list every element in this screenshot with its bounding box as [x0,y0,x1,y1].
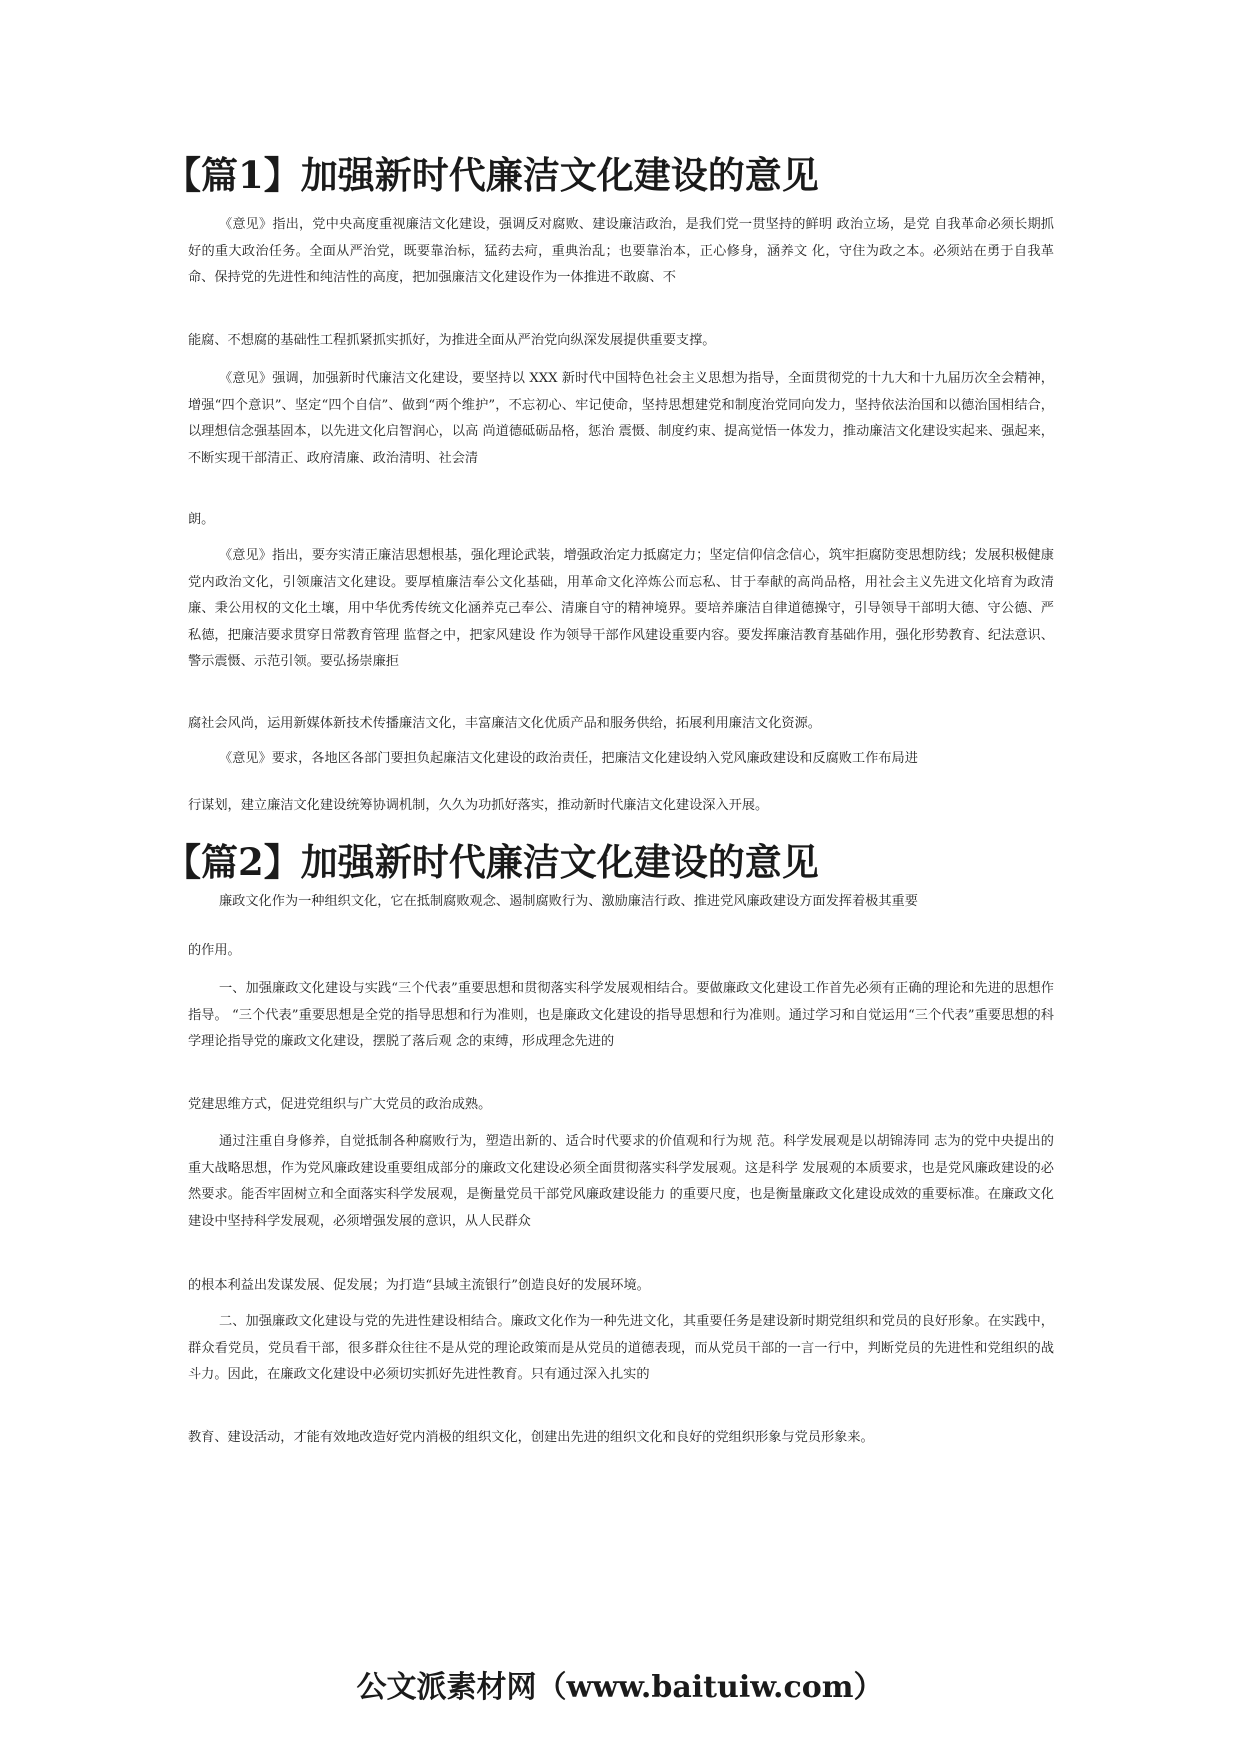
s2-paragraph-2: 一、加强廉政文化建设与实践“三个代表”重要思想和贯彻落实科学发展观相结合。要做廉政文化建设工作首先必须有正确的理论和先进的思想作指导。 “三个代表”重要思想是全党的指导思想和行为准则，也是廉政文化建设的指导思想和行为准则。通过学习和自觉运用“三个代表”重要思想的科学理论指导党的廉政文化建设，摆脱了落后观 念的束缚，形成理念先进的 [188,981,1054,1049]
s1-paragraph-3-cont: 腐社会风尚，运用新媒体新技术传播廉洁文化，丰富廉洁文化优质产品和服务供给，拓展利用廉洁文化资源。 [188,716,821,731]
footer-watermark: 公文派素材网（www.baituiw.com） [356,1670,884,1705]
section-1-title: 【篇1】加强新时代廉洁文化建设的意见 [164,153,819,197]
s1-paragraph-1: 《意见》指出，党中央高度重视廉洁文化建设，强调反对腐败、建设廉洁政治，是我们党一贯坚持的鲜明 政治立场，是党 自我革命必须长期抓好的重大政治任务。全面从严治党，既要靠治标，猛药去疴，重典治乱；也要靠治本，正心修身，涵养文 化，守住为政之本。必须站在勇于自我革命、保持党的先进性和纯洁性的高度，把加强廉洁文化建设作为一体推进不敢腐、不 [188,217,1054,285]
s1-paragraph-2-cont: 朗。 [188,512,215,527]
s2-paragraph-1: 廉政文化作为一种组织文化，它在抵制腐败观念、遏制腐败行为、激励廉洁行政、推进党风廉政建设方面发挥着极其重要 [219,894,918,909]
s1-paragraph-4-cont: 行谋划，建立廉洁文化建设统筹协调机制，久久为功抓好落实，推动新时代廉洁文化建设深入开展。 [188,798,769,813]
s2-paragraph-3: 通过注重自身修养，自觉抵制各种腐败行为，塑造出新的、适合时代要求的价值观和行为规 范。科学发展观是以胡锦涛同 志为的党中央提出的重大战略思想，作为党风廉政建设重要组成部分的廉政文化建设必须全面贯彻落实科学发展观。这是科学 发展观的本质要求，也是党风廉政建设的必然要求。能否牢固树立和全面落实科学发展观，是衡量党员干部党风廉政建设能力 的重要尺度，也是衡量廉政文化建设成效的重要标准。在廉政文化建设中坚持科学发展观，必须增强发展的意识，从人民群众 [188,1134,1054,1229]
s2-paragraph-1-cont: 的作用。 [188,943,241,958]
s1-paragraph-2: 《意见》强调，加强新时代廉洁文化建设，要坚持以 XXX 新时代中国特色社会主义思想为指导，全面贯彻党的十九大和十九届历次全会精神，增强“四个意识”、坚定“四个自信”、做到“两个维护”，不忘初心、牢记使命，坚持思想建党和制度治党同向发力，坚持依法治国和以德治国相结合，以理想信念强基固本，以先进文化启智润心，以高 尚道德砥砺品格，惩治 震慑、制度约束、提高觉悟一体发力，推动廉洁文化建设实起来、强起来，不断实现干部清正、政府清廉、政治清明、社会清 [188,371,1054,466]
s2-paragraph-4-cont: 教育、建设活动，才能有效地改造好党内消极的组织文化，创建出先进的组织文化和良好的党组织形象与党员形象来。 [188,1430,874,1445]
section-2-title: 【篇2】加强新时代廉洁文化建设的意见 [164,840,819,884]
s1-paragraph-1-cont: 能腐、不想腐的基础性工程抓紧抓实抓好，为推进全面从严治党向纵深发展提供重要支撑。 [188,333,716,348]
s1-paragraph-3: 《意见》指出，要夯实清正廉洁思想根基，强化理论武装，增强政治定力抵腐定力；坚定信仰信念信心，筑牢拒腐防变思想防线；发展积极健康党内政治文化，引领廉洁文化建设。要厚植廉洁奉公文化基础，用革命文化淬炼公而忘私、甘于奉献的高尚品格，用社会主义先进文化培育为政清廉、秉公用权的文化土壤，用中华优秀传统文化涵养克己奉公、清廉自守的精神境界。要培养廉洁自律道德操守，引导领导干部明大德、守公德、严私德，把廉洁要求贯穿日常教育管理 监督之中，把家风建设 作为领导干部作风建设重要内容。要发挥廉洁教育基础作用，强化形势教育、纪法意识、警示震慑、示范引领。要弘扬崇廉拒 [188,548,1054,669]
s2-paragraph-2-cont: 党建思维方式，促进党组织与广大党员的政治成熟。 [188,1097,492,1112]
s2-paragraph-3-cont: 的根本利益出发谋发展、促发展；为打造“县域主流银行”创造良好的发展环境。 [188,1278,650,1293]
s1-paragraph-4: 《意见》要求，各地区各部门要担负起廉洁文化建设的政治责任，把廉洁文化建设纳入党风廉政建设和反腐败工作布局进 [219,751,918,766]
s2-paragraph-4: 二、加强廉政文化建设与党的先进性建设相结合。廉政文化作为一种先进文化，其重要任务是建设新时期党组织和党员的良好形象。在实践中，群众看党员，党员看干部，很多群众往往不是从党的理论政策而是从党员的道德表现，而从党员干部的一言一行中，判断党员的先进性和党组织的战斗力。因此，在廉政文化建设中必须切实抓好先进性教育。只有通过深入扎实的 [188,1314,1054,1382]
